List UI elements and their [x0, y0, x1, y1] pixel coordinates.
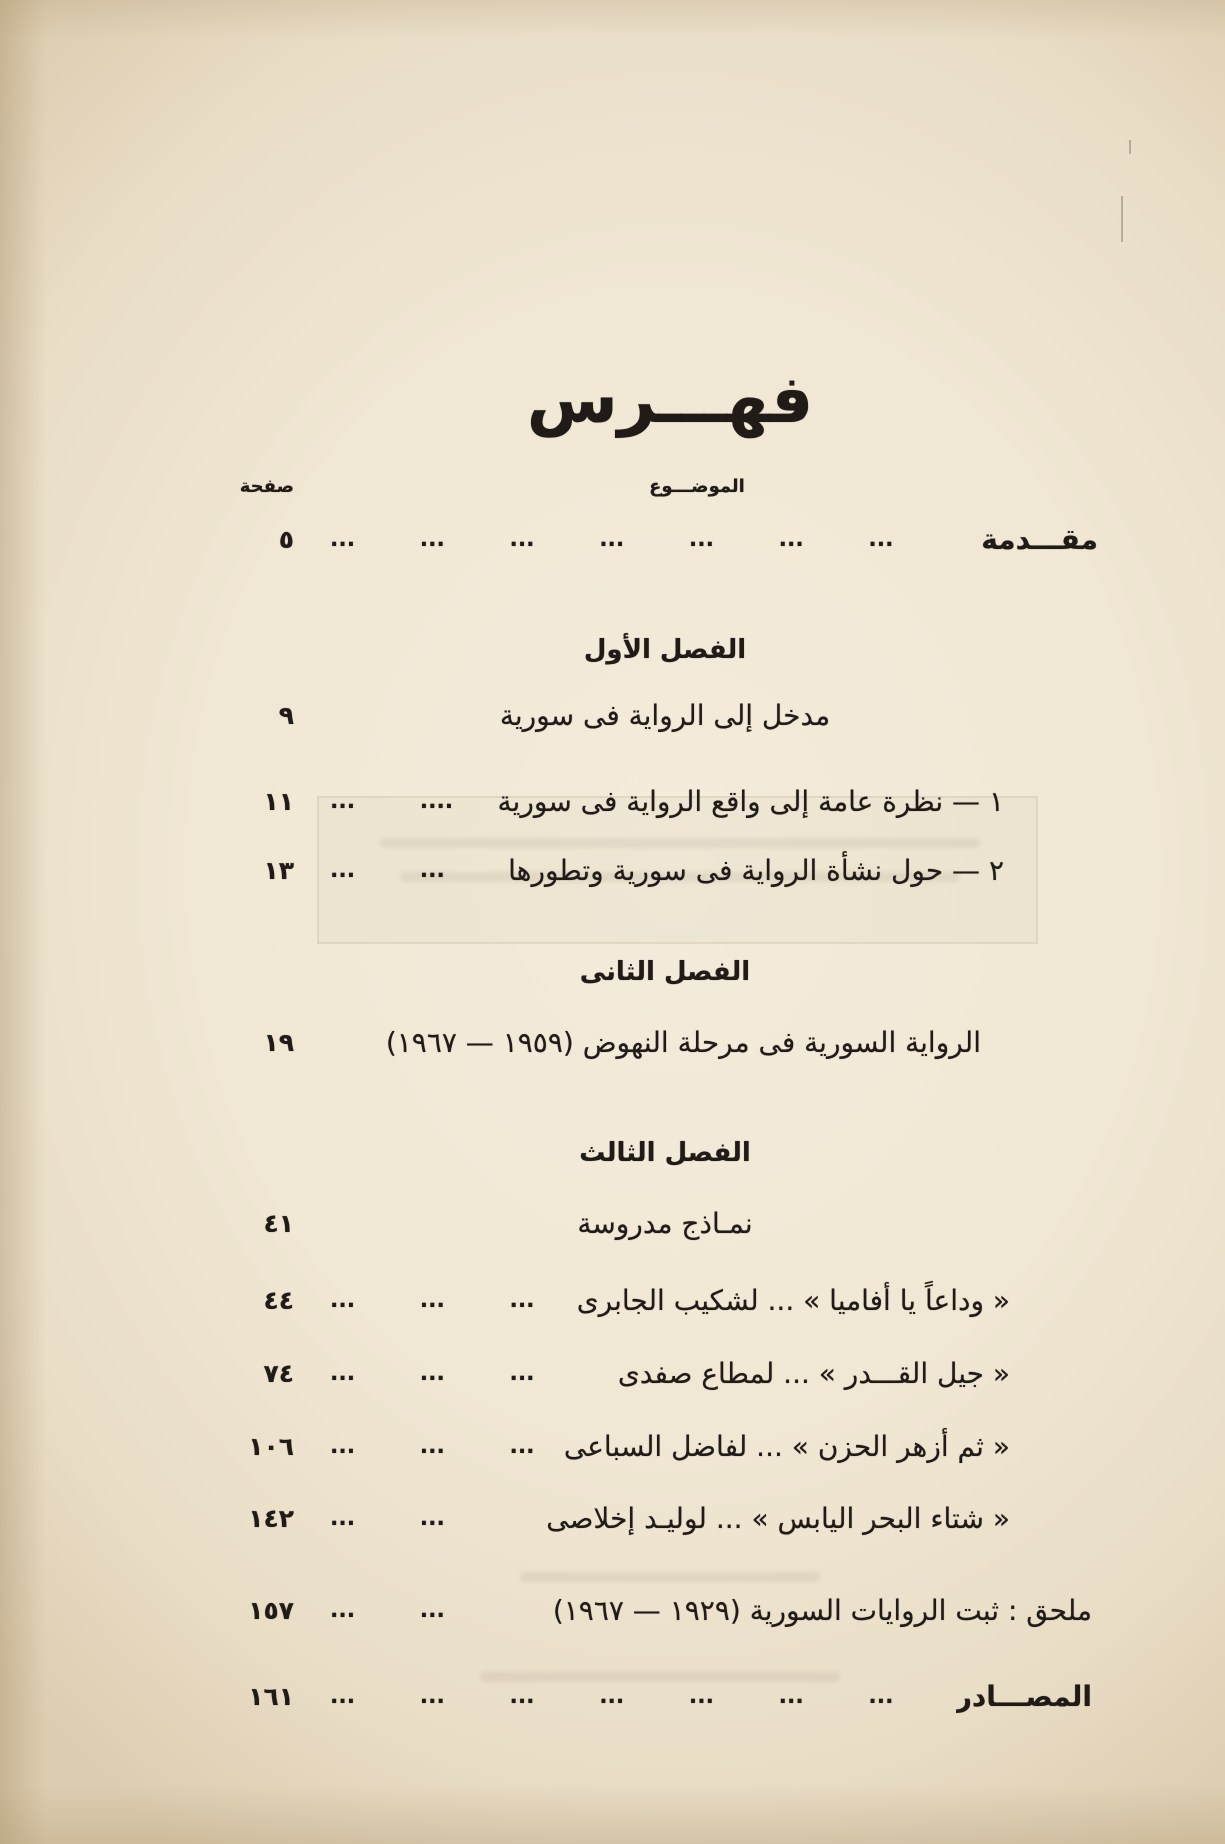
dot-leader: ... ... ...	[330, 1288, 535, 1313]
entry-title: « ثم أزهر الحزن » ... لفاضل السباعى	[563, 1430, 1010, 1463]
dot-leader: ... ... ...	[330, 1361, 535, 1386]
entry-title: مقـــدمة	[981, 523, 1098, 556]
dot-leader: ... ...	[330, 1506, 445, 1531]
page-number: ١٠٦	[248, 1432, 294, 1461]
chapter-heading-row	[0, 1131, 1225, 1175]
toc-row	[0, 1497, 1225, 1541]
chapter-heading: الفصل الثالث	[579, 1138, 751, 1168]
paper-edge-shadow	[0, 0, 1225, 40]
dot-leader: ... ... ...	[330, 1434, 535, 1459]
subject-column-label: الموضـــوع	[649, 476, 745, 497]
dot-leader: ... ... ... ... ... ... ...	[330, 527, 894, 552]
entry-title: « وداعاً يا أفاميا » ... لشكيب الجابرى	[576, 1284, 1010, 1317]
toc-row	[0, 780, 1225, 824]
entry-title: ١ — نظرة عامة إلى واقع الرواية فى سورية	[497, 785, 1004, 818]
bleed-through-mark	[380, 838, 980, 848]
bleed-through-mark	[520, 1572, 820, 1582]
page-number: ١٣	[263, 856, 294, 885]
column-header-row	[0, 465, 1225, 509]
chapter-heading-row	[0, 950, 1225, 994]
dot-leader: ... ...	[330, 858, 445, 883]
page-number: ٤١	[263, 1209, 294, 1238]
page-number: ٤٤	[263, 1286, 294, 1315]
chapter-heading: الفصل الثانى	[579, 957, 751, 987]
toc-row-sources	[0, 1675, 1225, 1719]
toc-row	[0, 1425, 1225, 1469]
page-number: ١٥٧	[248, 1596, 294, 1625]
entry-title: ملحق : ثبت الروايات السورية (١٩٢٩ — ١٩٦٧)	[552, 1594, 1092, 1627]
entry-title: المصـــادر	[955, 1680, 1092, 1713]
dot-leader: ... ... ... ... ... ... ...	[330, 1684, 894, 1709]
chapter-heading: الفصل الأول	[583, 635, 747, 665]
paper-edge-shadow	[0, 0, 46, 1844]
stray-mark	[1129, 140, 1131, 154]
page-number: ٩	[278, 701, 294, 730]
toc-row	[0, 849, 1225, 893]
toc-row	[0, 1202, 1225, 1246]
toc-row	[0, 1021, 1225, 1065]
entry-title: « جيل القـــدر » ... لمطاع صفدى	[617, 1357, 1010, 1390]
toc-row	[0, 694, 1225, 738]
dot-leader: ... ...	[330, 1598, 445, 1623]
toc-row-appendix	[0, 1589, 1225, 1633]
page-number: ١٩	[263, 1028, 294, 1057]
page-number: ٥	[278, 525, 294, 554]
dot-leader: ... ....	[330, 789, 454, 814]
chapter-heading-row	[0, 628, 1225, 672]
entry-title: نمـاذج مدروسة	[577, 1207, 753, 1240]
toc-row	[0, 1352, 1225, 1396]
toc-row	[0, 1279, 1225, 1323]
stray-mark	[1121, 196, 1123, 242]
page-number: ١٤٢	[248, 1504, 294, 1533]
entry-title: الرواية السورية فى مرحلة النهوض (١٩٥٩ — ١٩٦٧)	[385, 1026, 981, 1059]
entry-title: ٢ — حول نشأة الرواية فى سورية وتطورها	[508, 854, 1004, 887]
page-title: فهـــرس	[526, 361, 814, 438]
page-number: ١٦١	[248, 1682, 294, 1711]
entry-title: « شتاء البحر اليابس » ... لوليـد إخلاصى	[546, 1502, 1010, 1535]
toc-row-introduction	[0, 518, 1225, 562]
page-number: ١١	[263, 787, 294, 816]
page-number: ٧٤	[263, 1359, 294, 1388]
page-column-label: صفحة	[239, 476, 294, 497]
entry-title: مدخل إلى الرواية فى سورية	[499, 699, 831, 732]
paper-edge-shadow	[0, 1784, 1225, 1844]
